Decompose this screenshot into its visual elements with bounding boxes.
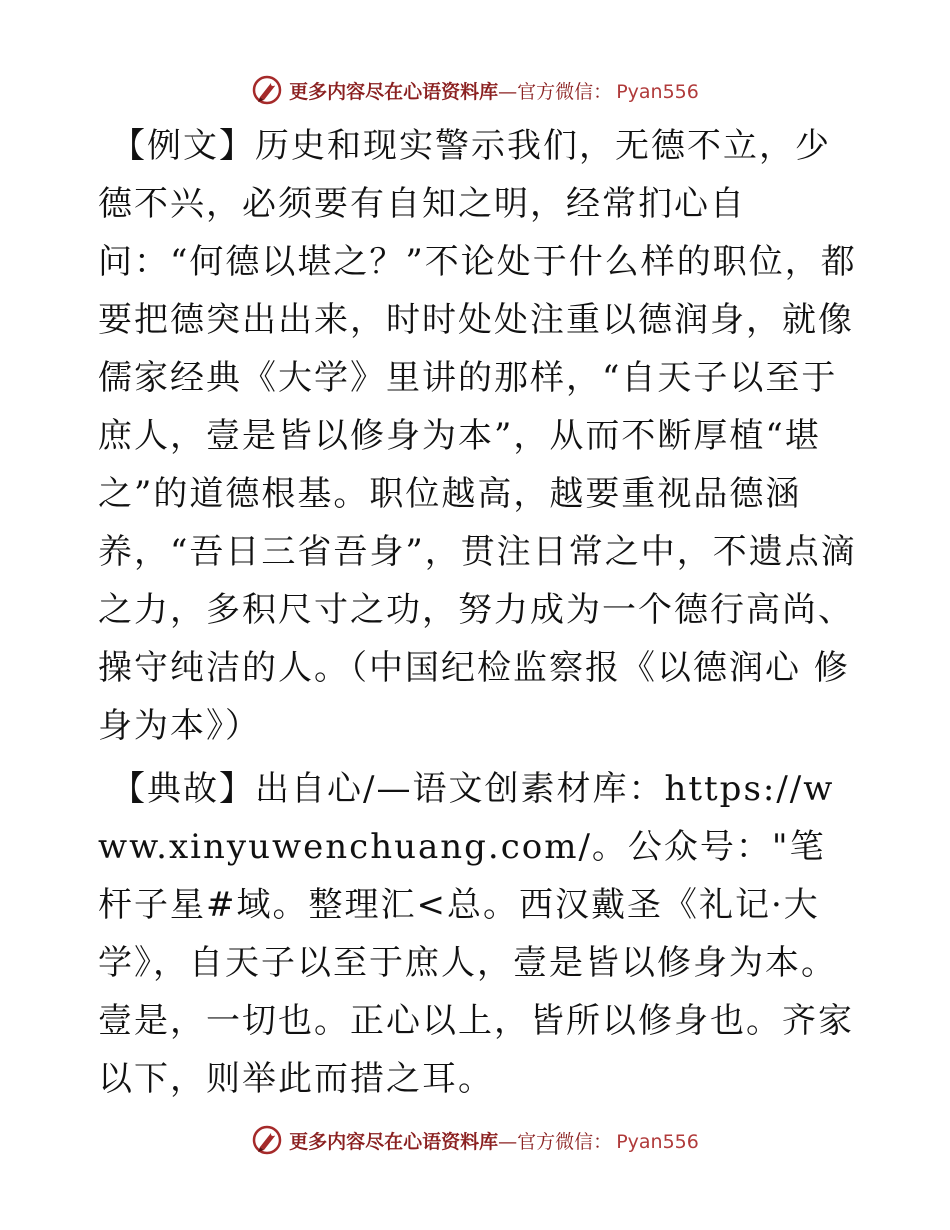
footer-banner-text — [289, 1127, 699, 1154]
pen-logo-icon — [251, 1124, 283, 1156]
banner-dash: — — [498, 1130, 518, 1153]
pen-logo-icon — [251, 74, 283, 106]
banner-wechat-label: 官方微信： — [517, 80, 613, 103]
banner-dash: — — [498, 80, 518, 103]
banner-wechat-id: Pyan556 — [616, 80, 699, 103]
banner-wechat-id: Pyan556 — [616, 1130, 699, 1153]
banner-main-text: 更多内容尽在心语资料库 — [289, 80, 499, 103]
allusion-paragraph: 【典故】出自心/—语文创素材库：https://www.xinyuwenchuang.com/。公众号："笔杆子星#域。整理汇<总。西汉戴圣《礼记·大学》，自天子以至于庶人，壹是皆以修身为本。壹是，一切也。正心以上，皆所以修身也。齐家以下，则举此而措之耳。 — [98, 769, 854, 1099]
banner-wechat-label: 官方微信： — [517, 1130, 613, 1153]
header-banner-text — [289, 77, 699, 104]
document-body — [98, 117, 858, 1108]
banner-main-text: 更多内容尽在心语资料库 — [289, 1130, 499, 1153]
footer-banner — [0, 1120, 950, 1160]
example-paragraph: 【例文】历史和现实警示我们，无德不立，少德不兴，必须要有自知之明，经常扪心自问：“何德以堪之？”不论处于什么样的职位，都要把德突出出来，时时处处注重以德润身，就像儒家经典《大学》里讲的那样，“自天子以至于庶人，壹是皆以修身为本”，从而不断厚植“堪之”的道德根基。职位越高，越要重视品德涵养，“吾日三省吾身”，贯注日常之中，不遗点滴之力，多积尺寸之功，努力成为一个德行高尚、操守纯洁的人。（中国纪检监察报《以德润心 修身为本》） — [98, 126, 857, 746]
header-banner — [0, 70, 950, 110]
